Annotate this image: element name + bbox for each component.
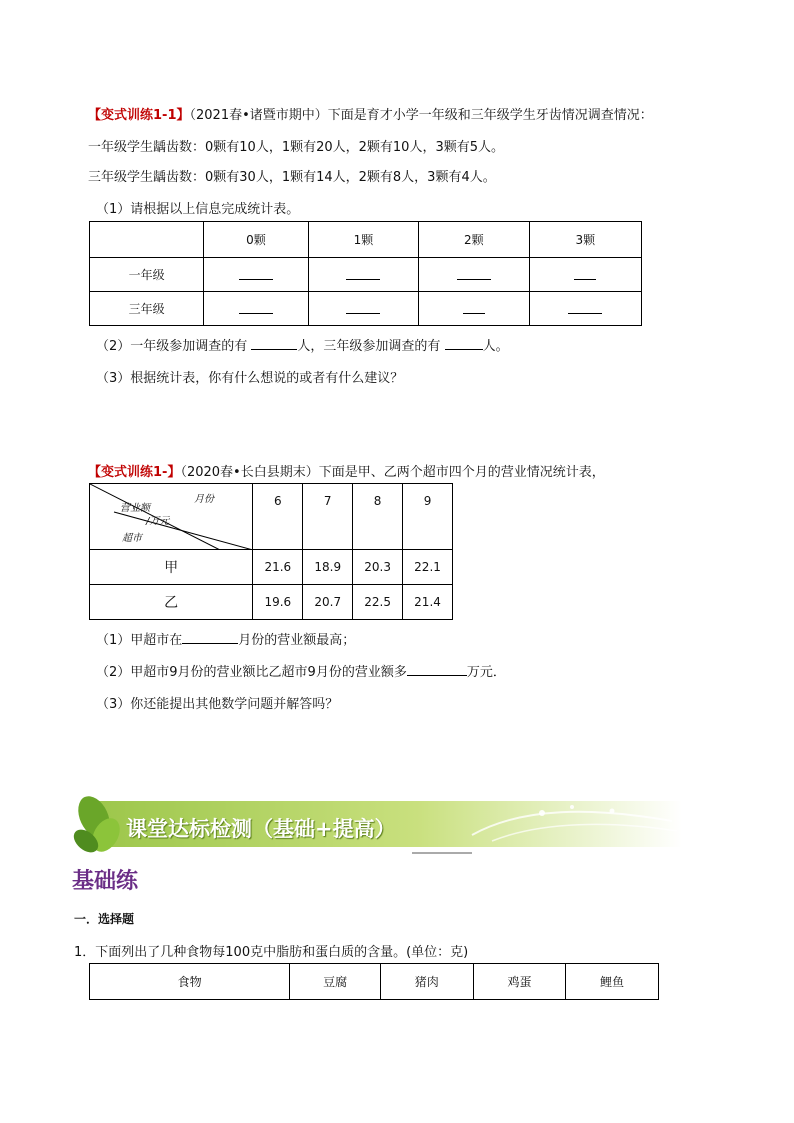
- ex2-value-cell: 22.1: [403, 550, 453, 585]
- ex2-row-label-jia: 甲: [90, 550, 253, 585]
- ex1-line2: 三年级学生龋齿数：0颗有30人，1颗有14人，2颗有8人，3颗有4人。: [88, 170, 496, 185]
- ex1-blank-cell[interactable]: [308, 258, 418, 292]
- section-heading: 基础练: [72, 869, 139, 894]
- ex2-value-cell: 21.4: [403, 585, 453, 620]
- ex1-header-empty: [90, 222, 204, 258]
- ex1-header-3: 3颗: [529, 222, 641, 258]
- ex1-blank-cell[interactable]: [308, 292, 418, 326]
- ex1-blank-cell[interactable]: [419, 292, 529, 326]
- ex2-month-8: 8: [353, 484, 403, 550]
- ex1-header-0: 0颗: [204, 222, 308, 258]
- ex1-header-1: 1颗: [308, 222, 418, 258]
- ex2-value-cell: 20.7: [303, 585, 353, 620]
- ex2-intro: （2020春•长白县期末）下面是甲、乙两个超市四个月的营业情况统计表，: [180, 465, 605, 480]
- prob1-text: 1．下面列出了几种食物每100克中脂肪和蛋白质的含量。(单位：克): [74, 945, 469, 960]
- section-banner: [72, 787, 684, 857]
- diag-label-unit: /万元: [146, 516, 170, 527]
- diag-label-month: 月份: [194, 494, 214, 505]
- ex1-header: [88, 104, 653, 123]
- ex2-q1: （1）甲超市在 月份的营业额最高；: [96, 633, 356, 648]
- diag-label-revenue: 营业额: [120, 503, 150, 514]
- food-header-carp: 鲤鱼: [566, 964, 659, 1000]
- ex2-q2-blank[interactable]: [407, 663, 467, 676]
- ex2-value-cell: 20.3: [353, 550, 403, 585]
- ex1-line1: 一年级学生龋齿数：0颗有10人，1颗有20人，2颗有10人，3颗有5人。: [88, 140, 504, 155]
- ex1-row-label-grade3: 三年级: [90, 292, 204, 326]
- ex2-q2: （2）甲超市9月份的营业额比乙超市9月份的营业额多 万元．: [96, 665, 506, 680]
- ex1-tag: 【变式训练1-1】: [88, 108, 190, 123]
- ex1-q3: （3）根据统计表，你有什么想说的或者有什么建议？: [96, 371, 404, 386]
- ex2-header: [88, 461, 605, 480]
- ex1-blank-cell[interactable]: [204, 258, 308, 292]
- ex1-row-label-grade1: 一年级: [90, 258, 204, 292]
- food-header-tofu: 豆腐: [290, 964, 381, 1000]
- diagonal-lines: [90, 484, 253, 550]
- ex2-q1-blank[interactable]: [182, 631, 238, 644]
- ex1-blank-cell[interactable]: [419, 258, 529, 292]
- ex1-stats-table: [89, 221, 642, 326]
- ex2-value-cell: 22.5: [353, 585, 403, 620]
- ex2-value-cell: 19.6: [253, 585, 303, 620]
- ex2-value-cell: 21.6: [253, 550, 303, 585]
- ex2-tag: 【变式训练1-】: [88, 465, 181, 480]
- ex2-month-9: 9: [403, 484, 453, 550]
- prob1-food-table: [89, 963, 659, 1000]
- food-header-pork: 猪肉: [380, 964, 473, 1000]
- ex1-blank-cell[interactable]: [529, 292, 641, 326]
- ex2-month-7: 7: [303, 484, 353, 550]
- ex2-month-6: 6: [253, 484, 303, 550]
- ex1-q2: （2）一年级参加调查的有 人，三年级参加调查的有 人。: [96, 339, 509, 354]
- ex1-q2-blank-2[interactable]: [445, 337, 483, 350]
- ex2-value-cell: 18.9: [303, 550, 353, 585]
- ex2-q3: （3）你还能提出其他数学问题并解答吗？: [96, 697, 339, 712]
- ex1-blank-cell[interactable]: [204, 292, 308, 326]
- ex1-q2-blank-1[interactable]: [251, 337, 297, 350]
- section-subheading: 一．选择题: [74, 912, 135, 926]
- diag-label-store: 超市: [122, 533, 142, 544]
- food-header-food: 食物: [90, 964, 290, 1000]
- ex1-intro: （2021春•诸暨市期中）下面是育才小学一年级和三年级学生牙齿情况调查情况：: [189, 108, 653, 123]
- food-header-egg: 鸡蛋: [473, 964, 566, 1000]
- ex1-blank-cell[interactable]: [529, 258, 641, 292]
- banner-title: 课堂达标检测（基础+提高）: [126, 817, 396, 841]
- ex2-sales-table: [89, 483, 453, 620]
- ex1-header-2: 2颗: [419, 222, 529, 258]
- ex2-diagonal-header: [90, 484, 253, 550]
- ex2-row-label-yi: 乙: [90, 585, 253, 620]
- ex1-q1: （1）请根据以上信息完成统计表。: [96, 202, 300, 217]
